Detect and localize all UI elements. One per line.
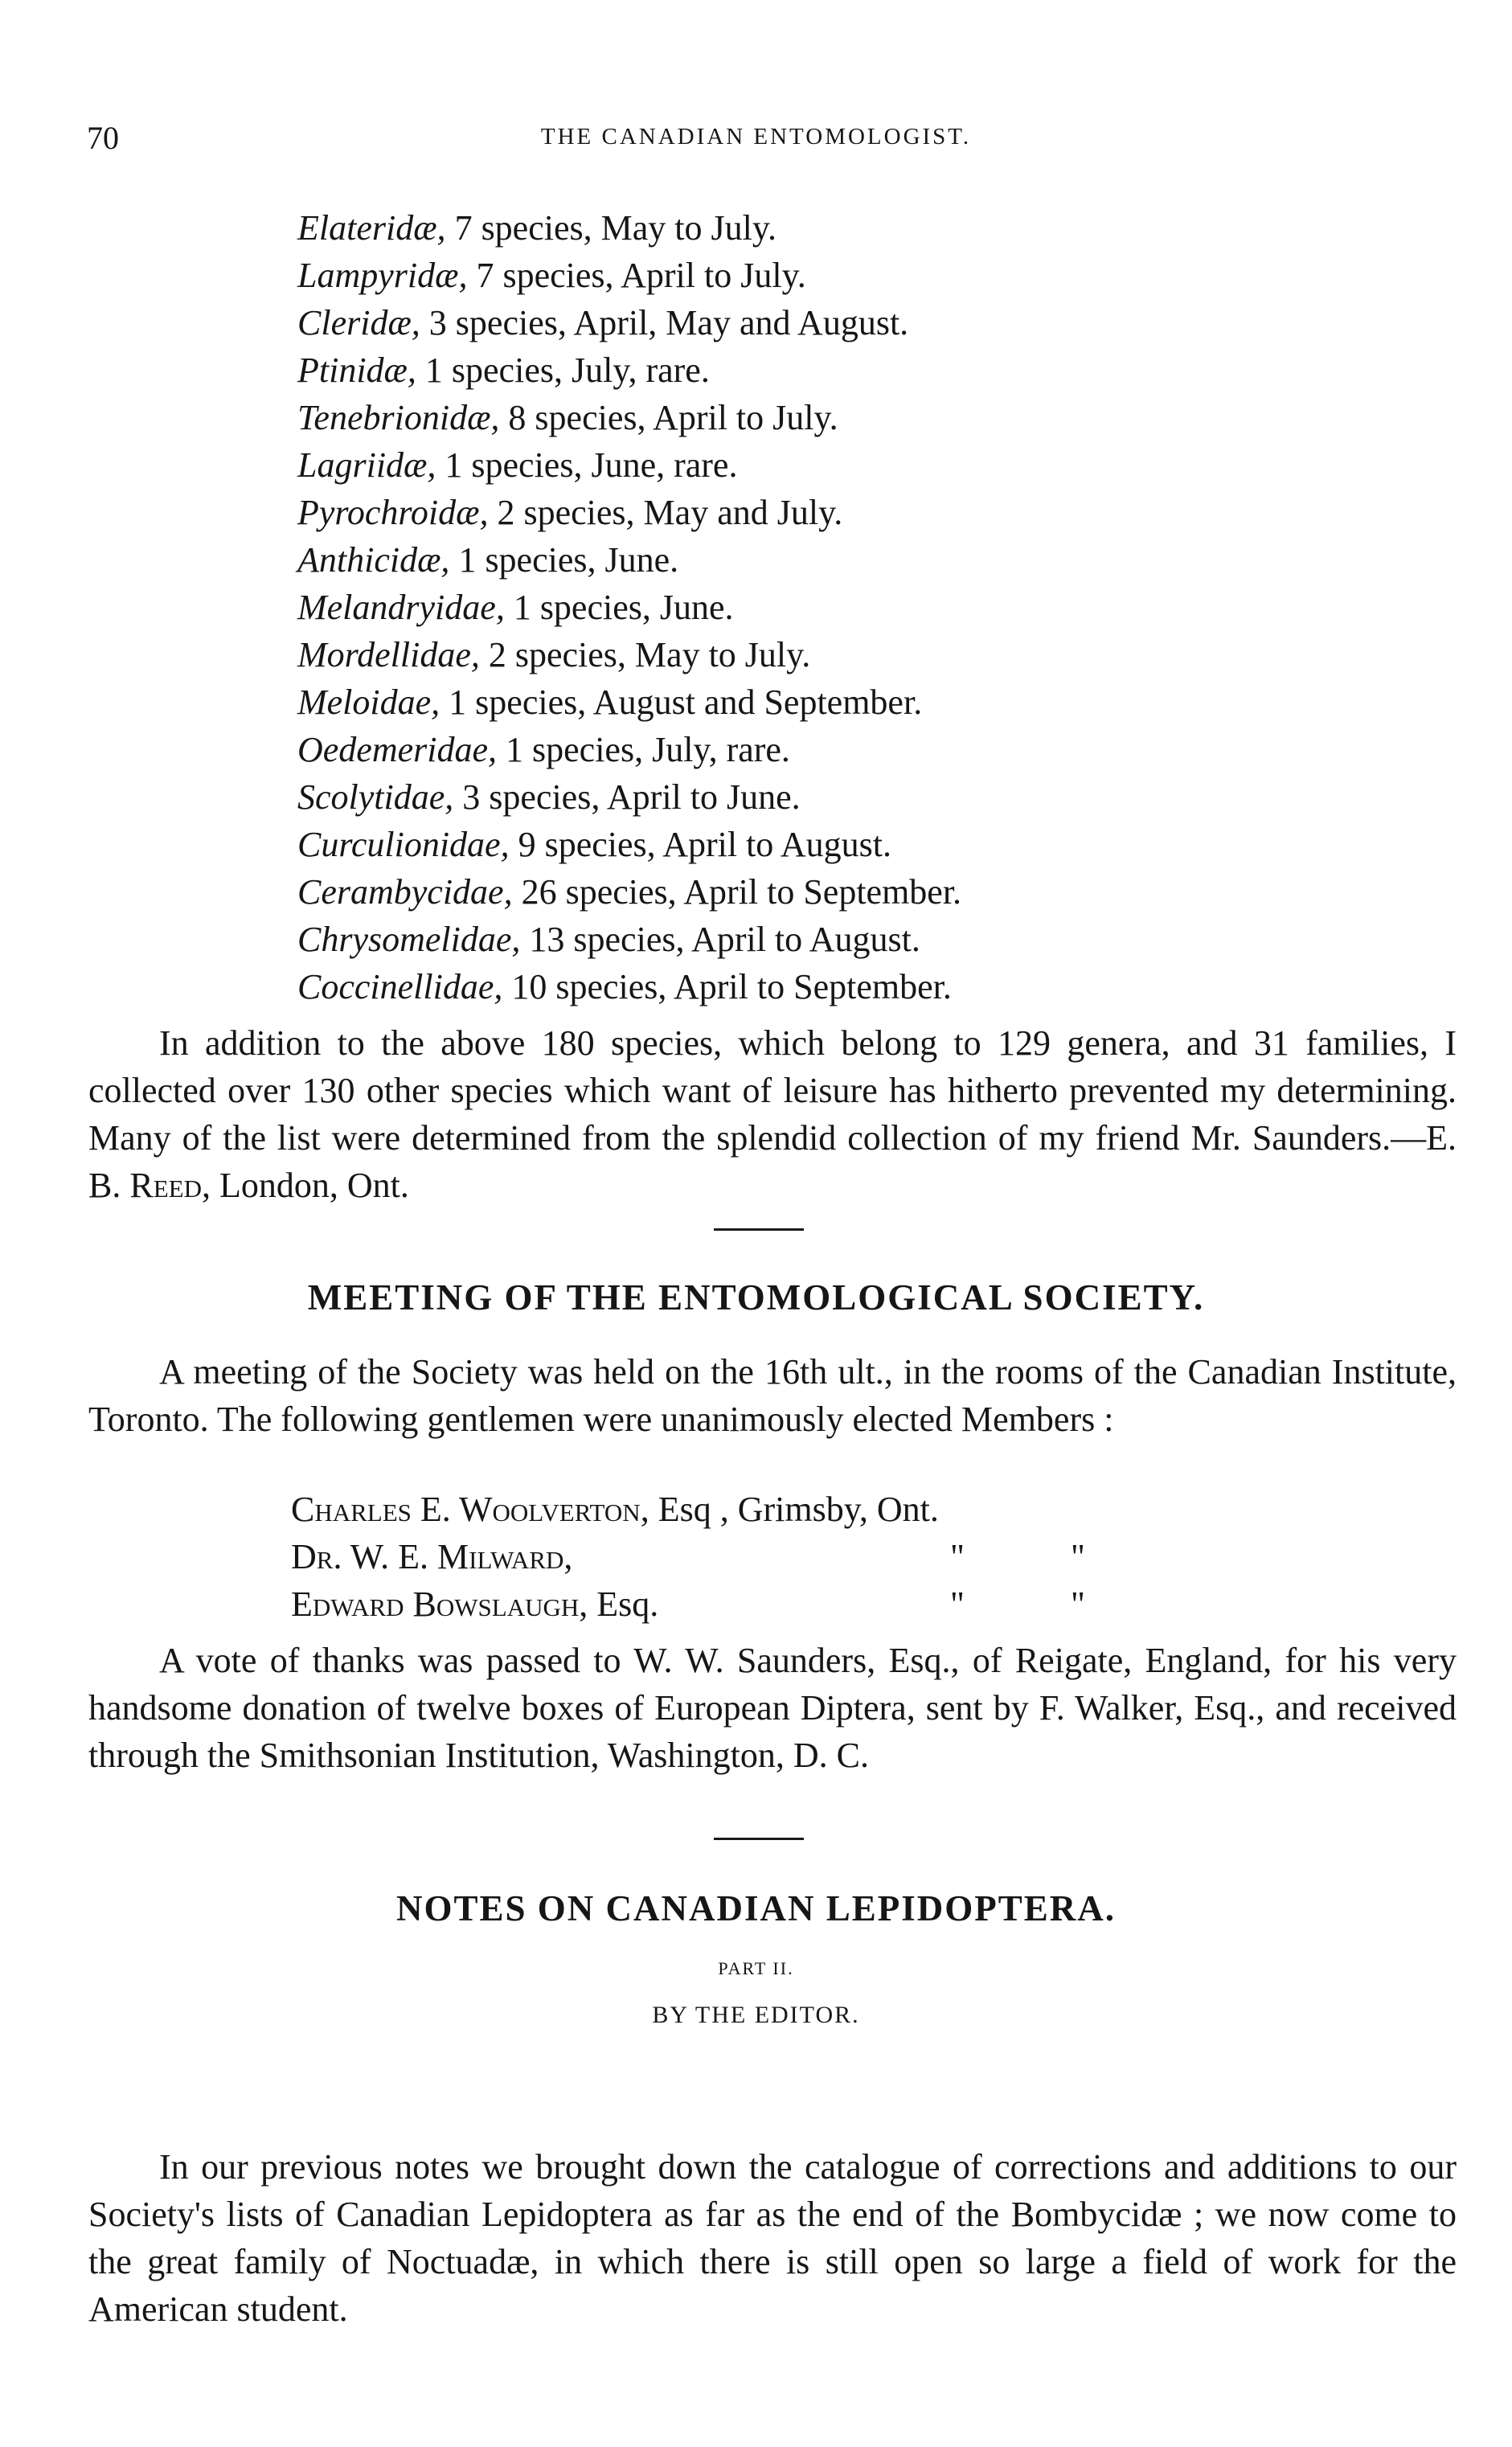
member-suffix: , Esq. — [579, 1584, 659, 1624]
family-entry — [297, 824, 961, 871]
family-name: Melandryidae, — [297, 588, 505, 627]
family-list — [297, 207, 961, 1014]
family-entry — [297, 302, 961, 350]
family-name: Anthicidæ, — [297, 540, 450, 580]
family-entry — [297, 255, 961, 302]
ditto-mark: " — [1071, 1537, 1085, 1576]
family-name: Coccinellidae, — [297, 967, 503, 1006]
family-detail: 10 species, April to September. — [511, 967, 952, 1006]
family-detail: 13 species, April to August. — [529, 920, 920, 959]
family-name: Mordellidae, — [297, 635, 480, 674]
family-detail: 1 species, June. — [513, 588, 734, 627]
family-name: Lagriidæ, — [297, 445, 436, 485]
family-name: Curculionidae, — [297, 825, 510, 864]
meeting-heading: MEETING OF THE ENTOMOLOGICAL SOCIETY. — [307, 1277, 1205, 1318]
family-entry — [297, 445, 961, 492]
family-entry — [297, 492, 961, 539]
member-entry — [291, 1536, 1175, 1584]
family-name: Oedemeridae, — [297, 730, 498, 769]
meeting-paragraph: A meeting of the Society was held on the 16th ult., in the rooms of the Canadian Institute, Toronto. The following gentlemen were unanimously elected Members : — [88, 1352, 1457, 1439]
family-detail: 7 species, May to July. — [454, 208, 776, 248]
family-name: Chrysomelidae, — [297, 920, 521, 959]
ditto-mark: " — [1071, 1584, 1085, 1624]
member-list — [291, 1489, 1175, 1631]
part-label: PART II. — [718, 1958, 794, 1978]
family-name: Meloidae, — [297, 682, 440, 722]
family-detail: 3 species, April, May and August. — [428, 303, 909, 342]
family-detail: 1 species, August and September. — [449, 682, 923, 722]
family-name: Ptinidæ, — [297, 350, 416, 390]
member-entry — [291, 1489, 1175, 1536]
family-name: Tenebrionidæ, — [297, 398, 500, 437]
family-name: Scolytidae, — [297, 777, 454, 817]
ditto-mark: " — [950, 1537, 965, 1576]
family-detail: 1 species, July, rare. — [424, 350, 710, 390]
family-entry — [297, 966, 961, 1014]
notes-heading: NOTES ON CANADIAN LEPIDOPTERA. — [395, 1888, 1117, 1928]
family-name: Cerambycidae, — [297, 872, 513, 912]
family-name: Cleridæ, — [297, 303, 420, 342]
family-detail: 7 species, April to July. — [476, 256, 806, 295]
family-entry — [297, 207, 961, 255]
family-name: Elateridæ, — [297, 208, 446, 248]
family-entry — [297, 397, 961, 445]
family-name: Pyrochroidæ, — [297, 493, 489, 532]
family-name: Lampyridæ, — [297, 256, 468, 295]
member-entry — [291, 1584, 1175, 1631]
section-divider — [714, 1838, 804, 1840]
family-detail: 2 species, May to July. — [488, 635, 811, 674]
notes-paragraph: In our previous notes we brought down the catalogue of corrections and additions to our Society's lists of Canadian Lepidoptera as far as the end of the Bombycidæ ; we now come to the great family of Noctuadæ, in which there is still open so large a field of work for the American student. — [88, 2147, 1457, 2329]
member-name: Charles E. Woolverton — [291, 1490, 641, 1529]
family-entry — [297, 682, 961, 729]
member-name: Edward Bowslaugh — [291, 1584, 580, 1624]
journal-title: THE CANADIAN ENTOMOLOGIST. — [540, 124, 972, 150]
family-entry — [297, 587, 961, 634]
closing-paragraph — [88, 1019, 1457, 1209]
family-entry — [297, 777, 961, 824]
byline: BY THE EDITOR. — [652, 2002, 860, 2028]
family-entry — [297, 919, 961, 966]
member-name: Dr. W. E. Milward — [291, 1537, 564, 1576]
member-suffix: , — [563, 1537, 573, 1576]
family-detail: 26 species, April to September. — [521, 872, 962, 912]
family-detail: 1 species, July, rare. — [506, 730, 790, 769]
family-detail: 8 species, April to July. — [508, 398, 838, 437]
family-detail: 3 species, April to June. — [462, 777, 801, 817]
closing-text: In addition to the above 180 species, which belong to 129 genera, and 31 families, I collected over 130 other species which want of leisure has hitherto prevented my determining. Many of the list were determined from the splendid collection of my friend Mr. Saunders.—E. B. — [88, 1023, 1457, 1205]
author-place: , London, Ont. — [201, 1166, 409, 1205]
family-detail: 2 species, May and July. — [497, 493, 843, 532]
ditto-mark: " — [950, 1584, 965, 1624]
family-detail: 1 species, June. — [458, 540, 679, 580]
family-detail: 9 species, April to August. — [518, 825, 892, 864]
family-entry — [297, 350, 961, 397]
family-entry — [297, 634, 961, 682]
vote-paragraph: A vote of thanks was passed to W. W. Saunders, Esq., of Reigate, England, for his very handsome donation of twelve boxes of European Diptera, sent by F. Walker, Esq., and received through the Smithsonian Institution, Washington, D. C. — [88, 1641, 1457, 1775]
running-head — [87, 119, 1425, 159]
family-entry — [297, 871, 961, 919]
page-number: 70 — [87, 120, 119, 156]
member-suffix: , Esq , Grimsby, Ont. — [640, 1490, 939, 1529]
family-entry — [297, 729, 961, 777]
author-name: Reed — [129, 1166, 202, 1205]
family-detail: 1 species, June, rare. — [445, 445, 738, 485]
section-divider — [714, 1228, 804, 1231]
family-entry — [297, 539, 961, 587]
